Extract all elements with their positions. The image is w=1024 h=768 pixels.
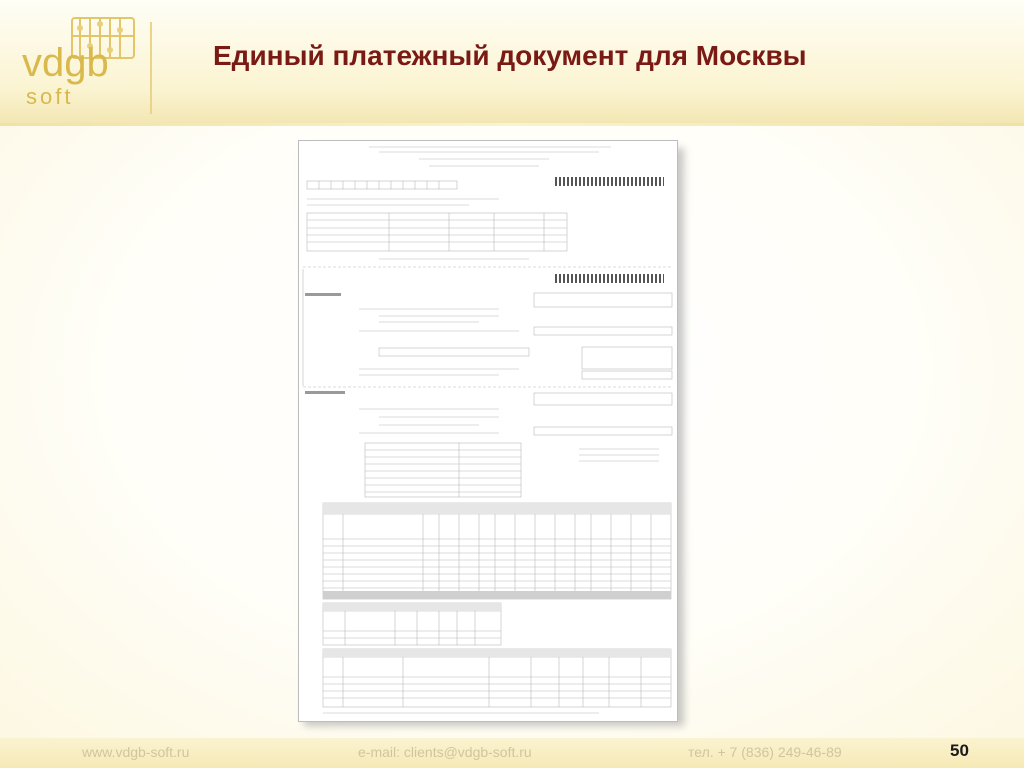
footer-website[interactable]: www.vdgb-soft.ru	[82, 744, 190, 760]
document-scan	[299, 141, 677, 721]
logo-brand: vdgb	[22, 41, 109, 85]
footer-email[interactable]: e-mail: clients@vdgb-soft.ru	[358, 744, 532, 760]
payment-document-image	[298, 140, 678, 722]
page-number: 50	[950, 741, 969, 760]
abacus-icon	[20, 14, 155, 114]
logo-separator	[150, 22, 152, 114]
slide-title: Единый платежный документ для Москвы	[213, 40, 807, 71]
logo-sub: soft	[26, 84, 74, 109]
footer-phone: тел. + 7 (836) 249-46-89	[688, 744, 842, 760]
vdgb-soft-logo	[20, 14, 155, 114]
